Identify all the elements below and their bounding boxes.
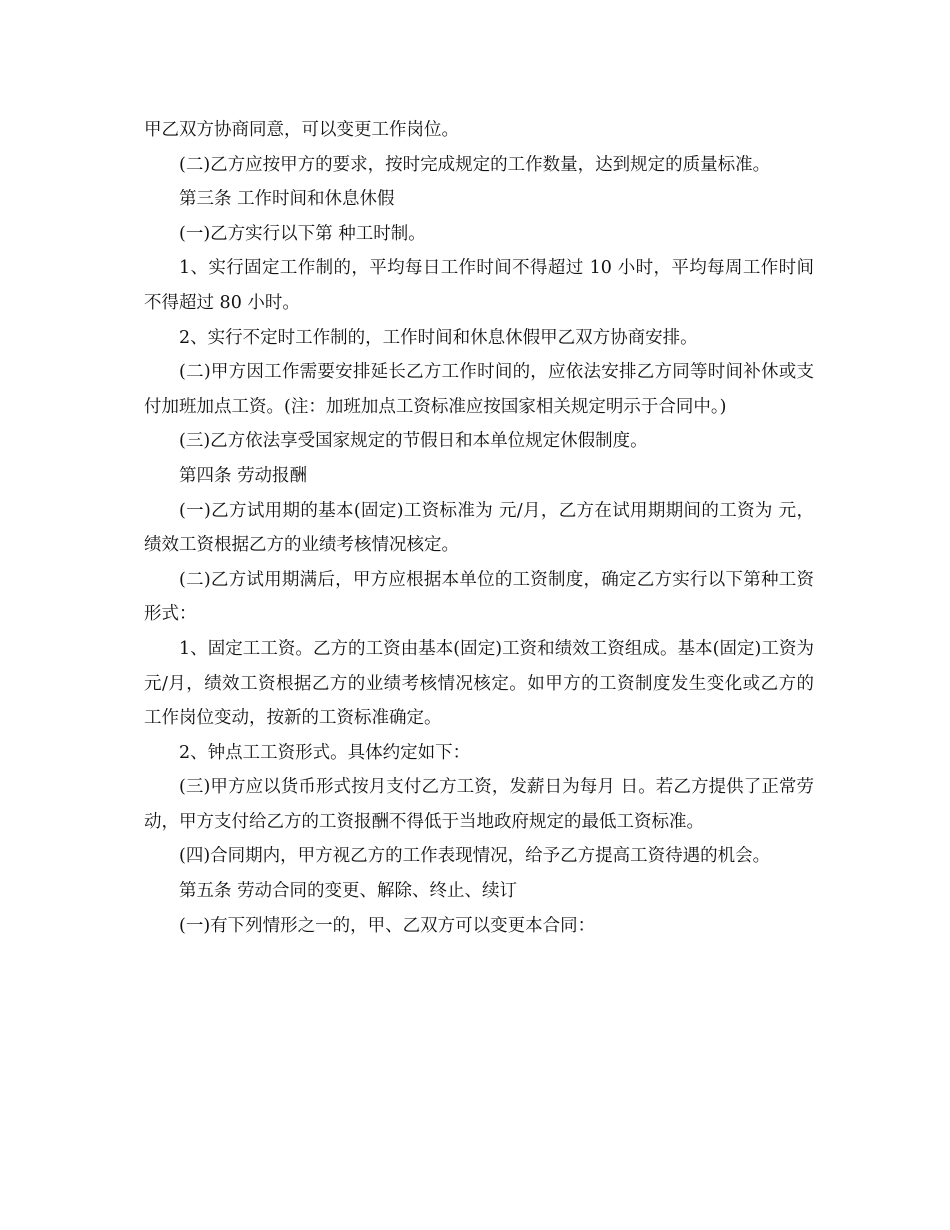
- paragraph-2: (二)乙方应按甲方的要求，按时完成规定的工作数量，达到规定的质量标准。: [179, 154, 771, 175]
- paragraph-1: 甲乙双方协商同意，可以变更工作岗位。: [144, 120, 459, 140]
- paragraph-17: (一)有下列情形之一的，甲、乙双方可以变更本合同：: [179, 915, 596, 936]
- paragraph-7: (二)甲方因工作需要安排延长乙方工作时间的，应依法安排乙方同等时间补休或支付加班加点工资。(注：加班加点工资标准应按国家相关规定明示于合同中。): [144, 362, 814, 417]
- section-heading-article-3: 第三条 工作时间和休息休假: [179, 189, 395, 210]
- paragraph-13: 2、钟点工工资形式。具体约定如下：: [179, 742, 471, 763]
- paragraph-6: 2、实行不定时工作制的，工作时间和休息休假甲乙双方协商安排。: [179, 327, 698, 348]
- section-heading-article-4: 第四条 劳动报酬: [179, 465, 308, 486]
- paragraph-4: (一)乙方实行以下第 种工时制。: [179, 223, 426, 244]
- paragraph-10: (一)乙方试用期的基本(固定)工资标准为 元/月，乙方在试用期期间的工资为 元，绩效工资根据乙方的业绩考核情况核定。: [144, 500, 814, 556]
- paragraph-5: 1、实行固定工作制的，平均每日工作时间不得超过 10 小时，平均每周工作时间不得超过 80 小时。: [144, 258, 814, 313]
- paragraph-12: 1、固定工工资。乙方的工资由基本(固定)工资和绩效工资组成。基本(固定)工资为元/月，绩效工资根据乙方的业绩考核情况核定。如甲方的工资制度发生变化或乙方的工作岗位变动，按新的工资标准确定。: [144, 638, 814, 729]
- document-body: [144, 113, 814, 943]
- paragraph-15: (四)合同期内，甲方视乙方的工作表现情况，给予乙方提高工资待遇的机会。: [179, 846, 771, 867]
- paragraph-14: (三)甲方应以货币形式按月支付乙方工资，发薪日为每月 日。若乙方提供了正常劳动，甲方支付给乙方的工资报酬不得低于当地政府规定的最低工资标准。: [144, 777, 814, 832]
- section-heading-article-5: 第五条 劳动合同的变更、解除、终止、续订: [179, 881, 518, 902]
- paragraph-11: (二)乙方试用期满后，甲方应根据本单位的工资制度，确定乙方实行以下第种工资形式：: [144, 569, 814, 625]
- paragraph-8: (三)乙方依法享受国家规定的节假日和本单位规定休假制度。: [179, 431, 648, 452]
